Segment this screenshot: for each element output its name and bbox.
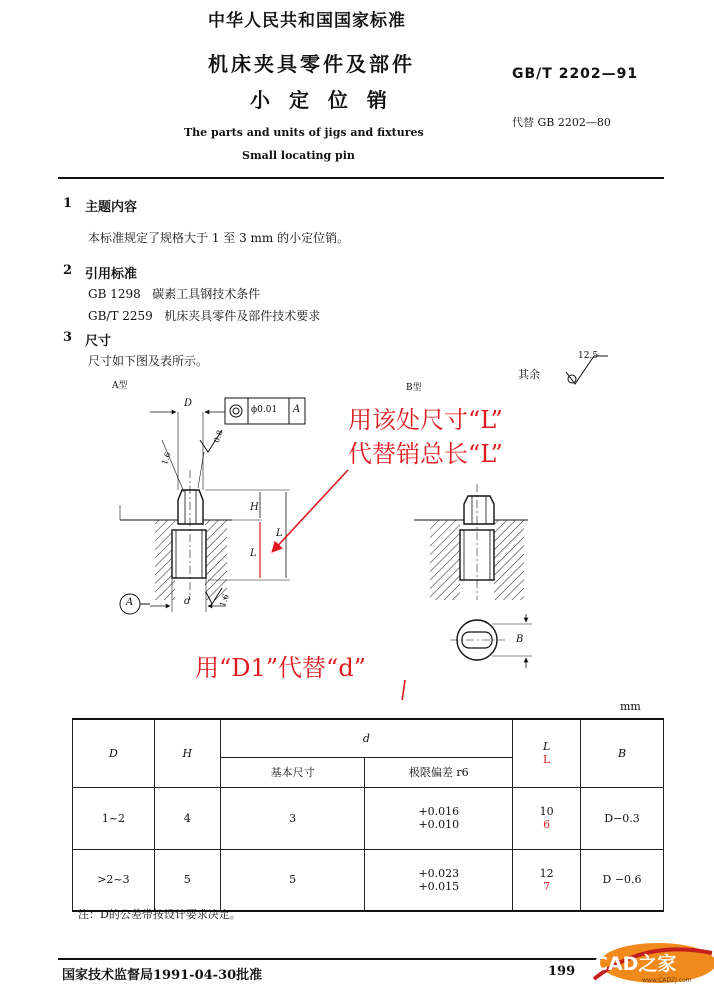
table-note: 注：D的公差带按设计要求决定。 xyxy=(78,908,241,921)
header-H: H xyxy=(154,719,220,787)
replaces-standard: 代替 GB 2202—80 xyxy=(512,116,611,129)
section-1-title: 主题内容 xyxy=(85,200,138,215)
annotation-L-line1: 用该处尺寸“L” xyxy=(348,406,503,434)
english-subtitle: Small locating pin xyxy=(242,149,355,162)
section-1-text: 本标准规定了规格大于 1 至 3 mm 的小定位销。 xyxy=(88,231,350,245)
cell-D: 1~2 xyxy=(73,787,155,849)
logo-text: CAD之家 xyxy=(594,953,677,975)
datum-A-marker: A xyxy=(126,597,134,608)
header-B: B xyxy=(581,719,664,787)
roughness-value-16-upper: 1.6 xyxy=(159,450,173,467)
roughness-value-16-lower: 1.6 xyxy=(217,592,231,609)
document-title: 机床夹具零件及部件 xyxy=(208,52,415,76)
dim-L-upper-label: L xyxy=(276,528,283,539)
annotation-d: 用“D1”代替“d” xyxy=(195,654,366,682)
document-subtitle: 小 定 位 销 xyxy=(250,88,393,112)
header-L-note: L xyxy=(542,753,551,767)
cell-B: D −0.6 xyxy=(581,849,664,911)
implementation-year: 199 xyxy=(548,964,576,979)
cell-B: D−0.3 xyxy=(581,787,664,849)
type-b-pin xyxy=(414,484,532,668)
tolerance-value: ϕ0.01 xyxy=(251,405,278,415)
english-title: The parts and units of jigs and fixtures xyxy=(184,126,424,139)
cell-d-tolerance: +0.016 +0.010 xyxy=(365,787,513,849)
header-D: D xyxy=(73,719,155,787)
type-a-label: A型 xyxy=(112,381,128,391)
section-3-text: 尺寸如下图及表所示。 xyxy=(88,354,209,368)
section-2-title: 引用标准 xyxy=(85,267,138,282)
header-d-basic: 基本尺寸 xyxy=(220,757,365,787)
type-b-label: B型 xyxy=(406,383,422,393)
national-standard-title: 中华人民共和国国家标准 xyxy=(208,11,406,31)
header-d: d xyxy=(220,719,512,757)
roughness-value-08: 0.8 xyxy=(211,428,225,445)
cell-H: 5 xyxy=(154,849,220,911)
dim-L-lower-label: L xyxy=(250,548,257,559)
dim-B-label: B xyxy=(516,634,524,645)
cell-L-note: 7 xyxy=(543,879,551,893)
logo-url: www.CADZJ.com xyxy=(642,977,692,984)
cell-d-tolerance: +0.023 +0.015 xyxy=(365,849,513,911)
section-2-number: 2 xyxy=(63,263,73,278)
cell-H: 4 xyxy=(154,787,220,849)
cell-D: >2~3 xyxy=(73,849,155,911)
section-1-number: 1 xyxy=(63,196,73,211)
section-2-ref-1: GB 1298 碳素工具钢技术条件 xyxy=(88,287,261,301)
table-row xyxy=(73,849,664,911)
cell-L-note: 6 xyxy=(543,818,551,831)
table-unit: mm xyxy=(620,700,641,713)
dim-D-label: D xyxy=(184,398,193,409)
rest-roughness-label: 其余 xyxy=(518,368,540,381)
cell-d-basic: 3 xyxy=(220,787,365,849)
section-3-title: 尺寸 xyxy=(85,334,112,349)
type-a-pin xyxy=(120,398,305,614)
header-d-tolerance: 极限偏差 r6 xyxy=(365,757,513,787)
section-2-ref-2: GB/T 2259 机床夹具零件及部件技术要求 xyxy=(88,309,321,323)
cell-L: 10 6 xyxy=(513,787,581,849)
annotation-L-line2: 代替销总长“L” xyxy=(348,440,503,468)
section-3-number: 3 xyxy=(63,330,73,345)
tolerance-datum: A xyxy=(293,404,301,415)
cell-d-basic: 5 xyxy=(220,849,365,911)
dim-d-label: d xyxy=(184,596,191,607)
header-L: L L xyxy=(513,719,581,787)
dim-H-label: H xyxy=(250,502,259,513)
dimension-table xyxy=(72,718,664,912)
roughness-value-rest: 12.5 xyxy=(578,351,599,361)
standard-number: GB/T 2202—91 xyxy=(512,66,639,82)
approval-line: 国家技术监督局1991-04-30批准 xyxy=(62,968,263,983)
cell-L: 12 7 xyxy=(513,849,581,911)
table-row xyxy=(73,787,664,849)
cad-home-logo xyxy=(574,935,714,991)
